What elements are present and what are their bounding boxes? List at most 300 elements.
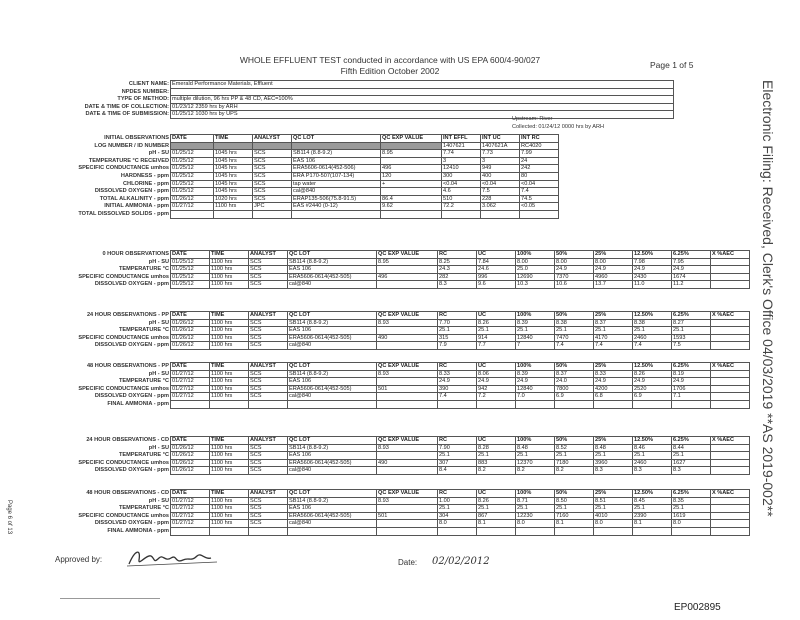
cell: 50%	[555, 251, 594, 259]
efiling-stamp	[752, 80, 782, 550]
cell: 8.38	[633, 319, 672, 327]
cell: 25.1	[477, 327, 516, 335]
cell: 8.35	[672, 497, 711, 505]
row-label: pH - SU	[148, 150, 169, 157]
table-row	[8, 180, 559, 188]
cell: 8.71	[516, 497, 555, 505]
side-page-note	[6, 500, 24, 570]
cell: SB114 (8.8-9.2)	[292, 150, 381, 158]
cell	[711, 327, 750, 335]
header-row	[8, 251, 750, 259]
cell: 7.4	[594, 342, 633, 350]
cell: 12690	[516, 273, 555, 281]
cell: 1100 hrs	[210, 452, 249, 460]
cell	[711, 378, 750, 386]
cell: 400	[481, 172, 520, 180]
cell: 12.50%	[633, 437, 672, 445]
cell: DATE	[171, 135, 214, 143]
table-row	[8, 165, 559, 173]
cell: 01/27/12	[171, 520, 210, 528]
cell: SCS	[249, 459, 288, 467]
cell: 25%	[594, 490, 633, 498]
bates-number: EP002895	[674, 602, 721, 613]
cell: 8.26	[477, 497, 516, 505]
cell: 8.33	[594, 370, 633, 378]
cell: 25.0	[516, 266, 555, 274]
cell: 8.46	[633, 444, 672, 452]
cell: +	[381, 180, 442, 188]
table-row	[8, 266, 750, 274]
cell: 1045 hrs	[214, 157, 253, 165]
observation-table	[8, 250, 750, 289]
cell: 01/26/12	[171, 467, 210, 475]
cell	[288, 400, 377, 408]
cell	[477, 400, 516, 408]
cell	[711, 459, 750, 467]
redacted-cell	[171, 142, 214, 150]
cell: 1045 hrs	[214, 165, 253, 173]
cell: RC	[438, 363, 477, 371]
cell: DATE	[171, 251, 210, 259]
cell: 8.48	[516, 444, 555, 452]
cell: 8.06	[477, 370, 516, 378]
cell: 996	[477, 273, 516, 281]
table-row	[8, 157, 559, 165]
cell: 25.1	[555, 327, 594, 335]
cell: 8.33	[438, 370, 477, 378]
cell: 6.25%	[672, 251, 711, 259]
table-row	[8, 319, 750, 327]
cell	[377, 520, 438, 528]
cell	[381, 210, 442, 218]
cell: 24.9	[438, 378, 477, 386]
cell	[210, 400, 249, 408]
cell: 7.74	[442, 150, 481, 158]
row-label: pH - SU	[148, 258, 169, 265]
upstream-line-1: Upstream: River	[512, 116, 553, 122]
cell: 12.50%	[633, 251, 672, 259]
cell: 1045 hrs	[214, 180, 253, 188]
table-row	[8, 520, 750, 528]
cell: 1045 hrs	[214, 172, 253, 180]
side-page-text: Page 6 of 13	[6, 500, 12, 535]
cell: 25.1	[672, 327, 711, 335]
cell	[477, 527, 516, 535]
cell: 50%	[555, 312, 594, 320]
cell: 9.6	[477, 281, 516, 289]
cell: 8.52	[555, 444, 594, 452]
row-label: FINAL AMMONIA - ppm	[107, 527, 169, 534]
cell: tap water	[292, 180, 381, 188]
cell: 8.1	[477, 520, 516, 528]
cell: QC EXP VALUE	[381, 135, 442, 143]
cell	[481, 210, 520, 218]
cell: ANALYST	[249, 363, 288, 371]
cell: EAS 106	[288, 266, 377, 274]
cell: 4.6	[442, 188, 481, 196]
cell: SCS	[249, 281, 288, 289]
cell: 01/25/12	[171, 281, 210, 289]
cell: 6.25%	[672, 490, 711, 498]
cell	[377, 327, 438, 335]
cell: 8.93	[377, 444, 438, 452]
cell	[711, 266, 750, 274]
cell: 24.9	[633, 266, 672, 274]
cell: 8.25	[438, 258, 477, 266]
cell: 7.4	[520, 188, 559, 196]
cell: QC EXP VALUE	[377, 363, 438, 371]
cell	[711, 334, 750, 342]
cell: 7.5	[672, 342, 711, 350]
cell	[672, 527, 711, 535]
cell: 8.00	[594, 258, 633, 266]
cell: 25.1	[555, 505, 594, 513]
table-row	[8, 378, 750, 386]
initial-observations-table	[8, 134, 559, 219]
cell: cal@840	[288, 520, 377, 528]
client-value: multiple dilution, 96 hrs PP & 48 CD, AEC=100%	[171, 96, 674, 104]
cell	[377, 281, 438, 289]
cell: 1100 hrs	[210, 467, 249, 475]
cell: 8.0	[672, 520, 711, 528]
table-row	[8, 467, 750, 475]
upstream-line-2: Collected: 01/24/12 0000 hrs by ARH	[512, 124, 605, 130]
cell: UC	[477, 312, 516, 320]
client-label: CLIENT NAME:	[128, 81, 169, 87]
cell: cal@840	[292, 188, 381, 196]
cell: cal@840	[288, 342, 377, 350]
cell: 01/25/12	[171, 258, 210, 266]
signature-image	[125, 546, 225, 570]
cell: 01/26/12	[171, 452, 210, 460]
cell: 4010	[594, 512, 633, 520]
cell	[711, 520, 750, 528]
row-label: pH - SU	[148, 497, 169, 504]
cell: cal@840	[288, 281, 377, 289]
cell: 8.51	[594, 497, 633, 505]
cell: TIME	[210, 312, 249, 320]
cell: 10.3	[516, 281, 555, 289]
cell: SCS	[253, 180, 292, 188]
cell	[711, 400, 750, 408]
cell: 1100 hrs	[210, 505, 249, 513]
cell: 8.95	[377, 258, 438, 266]
cell: 1100 hrs	[210, 520, 249, 528]
cell: 8.3	[633, 467, 672, 475]
cell: 25.1	[516, 452, 555, 460]
log-number-row	[8, 142, 559, 150]
cell: 1627	[672, 459, 711, 467]
date-label: Date:	[398, 558, 418, 567]
cell: 24.9	[555, 266, 594, 274]
cell	[249, 400, 288, 408]
cell: 24	[520, 157, 559, 165]
table-row	[8, 505, 750, 513]
cell: 7.0	[516, 393, 555, 401]
cell: 25.1	[438, 327, 477, 335]
cell	[711, 497, 750, 505]
cell: UC	[477, 363, 516, 371]
cell: 8.48	[594, 444, 633, 452]
row-label: CHLORINE - ppm	[123, 180, 169, 187]
cell: X %AEC	[711, 437, 750, 445]
cell: cal@840	[288, 393, 377, 401]
row-label: pH - SU	[148, 444, 169, 451]
cell: EAS #2440 (0-12)	[292, 203, 381, 211]
cell: 01/26/12	[171, 444, 210, 452]
cell: QC LOT	[288, 251, 377, 259]
header-row	[8, 437, 750, 445]
date-value: 02/02/2012	[432, 556, 490, 567]
cell: 01/27/12	[171, 505, 210, 513]
cell: 1100 hrs	[210, 444, 249, 452]
cell: 8.95	[381, 150, 442, 158]
cell: SCS	[253, 195, 292, 203]
cell: 1619	[672, 512, 711, 520]
cell: 8.28	[477, 444, 516, 452]
cell: 1706	[672, 385, 711, 393]
cell: 7	[516, 342, 555, 350]
cell: 25.1	[438, 452, 477, 460]
cell	[377, 505, 438, 513]
cell: DATE	[171, 312, 210, 320]
cell: UC	[477, 251, 516, 259]
cell: 8.3	[594, 467, 633, 475]
client-label: NPDES NUMBER:	[121, 88, 169, 95]
cell: 01/25/12	[171, 150, 214, 158]
cell: 01/25/12	[171, 180, 214, 188]
cell: QC LOT	[292, 135, 381, 143]
cell: 914	[477, 334, 516, 342]
cell: 01/25/12	[171, 188, 214, 196]
cell	[438, 527, 477, 535]
cell: 282	[438, 273, 477, 281]
upstream-note	[512, 115, 604, 131]
cell: 496	[381, 165, 442, 173]
cell: X %AEC	[711, 490, 750, 498]
header-row	[8, 135, 559, 143]
observation-table	[8, 311, 750, 350]
cell: 12840	[516, 385, 555, 393]
cell: 86.4	[381, 195, 442, 203]
cell: 1045 hrs	[214, 150, 253, 158]
cell: 7.1	[672, 393, 711, 401]
cell: 7.7	[477, 342, 516, 350]
cell: 1100 hrs	[210, 334, 249, 342]
cell: JPC	[253, 203, 292, 211]
cell: ANALYST	[249, 312, 288, 320]
cell: 6.8	[594, 393, 633, 401]
cell: 501	[377, 385, 438, 393]
cell	[377, 393, 438, 401]
cell: SCS	[249, 370, 288, 378]
cell: SCS	[249, 520, 288, 528]
cell: 6.9	[555, 393, 594, 401]
table-row	[8, 172, 559, 180]
cell: 8.37	[555, 370, 594, 378]
cell: SB114 (8.8-9.2)	[288, 444, 377, 452]
cell: 50%	[555, 363, 594, 371]
cell	[633, 527, 672, 535]
cell: 7.5	[481, 188, 520, 196]
cell	[377, 378, 438, 386]
observation-table	[8, 436, 750, 475]
cell: 11.2	[672, 281, 711, 289]
cell	[711, 393, 750, 401]
cell: 1100 hrs	[210, 266, 249, 274]
cell: 24.9	[594, 378, 633, 386]
cell: SCS	[253, 150, 292, 158]
client-value: 01/25/12 1030 hrs by UPS	[171, 111, 674, 119]
cell: SCS	[253, 165, 292, 173]
cell: 25%	[594, 437, 633, 445]
cell	[210, 527, 249, 535]
cell: 867	[477, 512, 516, 520]
cell	[711, 444, 750, 452]
cell: 24.9	[477, 378, 516, 386]
cell: 307	[438, 459, 477, 467]
cell	[249, 527, 288, 535]
row-label: TOTAL DISSOLVED SOLIDS - ppm	[78, 210, 169, 217]
client-row	[8, 103, 674, 111]
cell: 7.2	[477, 393, 516, 401]
table-row	[8, 281, 750, 289]
cell: 24.9	[633, 378, 672, 386]
row-label: pH - SU	[148, 319, 169, 326]
cell: 1045 hrs	[214, 188, 253, 196]
cell: 74.5	[520, 195, 559, 203]
cell: 8.3	[438, 281, 477, 289]
cell: <0.04	[442, 180, 481, 188]
cell: SCS	[249, 497, 288, 505]
cell	[711, 505, 750, 513]
row-label: SPECIFIC CONDUCTANCE umhos	[78, 273, 169, 280]
cell: 2460	[633, 459, 672, 467]
cell: 12.50%	[633, 490, 672, 498]
table-row	[8, 258, 750, 266]
table-row	[8, 393, 750, 401]
log-id-cell: 1407621	[442, 142, 481, 150]
cell: SCS	[249, 266, 288, 274]
table-row	[8, 195, 559, 203]
cell: 01/27/12	[171, 378, 210, 386]
row-label: 24 HOUR OBSERVATIONS - CD	[86, 437, 169, 443]
cell: SCS	[249, 334, 288, 342]
cell: 24.3	[438, 266, 477, 274]
cell: 7370	[555, 273, 594, 281]
cell: 8.1	[633, 520, 672, 528]
row-label: TEMPERATURE °C	[119, 452, 169, 459]
cell: SCS	[249, 385, 288, 393]
cell: 01/26/12	[171, 319, 210, 327]
cell: INT UC	[481, 135, 520, 143]
table-row	[8, 512, 750, 520]
cell	[520, 210, 559, 218]
cell: 13.7	[594, 281, 633, 289]
cell: 01/27/12	[171, 393, 210, 401]
cell: ERAP135-506(75.8-91.5)	[292, 195, 381, 203]
cell: SB114 (8.8-9.2)	[288, 370, 377, 378]
cell: SCS	[249, 342, 288, 350]
cell: 8.45	[633, 497, 672, 505]
cell	[253, 210, 292, 218]
cell: 501	[377, 512, 438, 520]
cell: 883	[477, 459, 516, 467]
cell: 25%	[594, 363, 633, 371]
cell: 25.1	[555, 452, 594, 460]
cell: 12.50%	[633, 312, 672, 320]
cell: SCS	[253, 172, 292, 180]
header-row	[8, 312, 750, 320]
cell: 8.93	[377, 370, 438, 378]
cell: 12370	[516, 459, 555, 467]
cell: 7470	[555, 334, 594, 342]
cell: ANALYST	[253, 135, 292, 143]
cell: QC EXP VALUE	[377, 490, 438, 498]
client-label: DATE & TIME OF SUBMISSION:	[85, 111, 169, 118]
cell: 25.1	[516, 327, 555, 335]
cell: 7.4	[438, 393, 477, 401]
cell: SCS	[249, 319, 288, 327]
cell	[594, 527, 633, 535]
cell: 12840	[516, 334, 555, 342]
cell: EAS 106	[288, 327, 377, 335]
cell: 8.37	[594, 319, 633, 327]
cell: UC	[477, 437, 516, 445]
row-label: TEMPERATURE °C	[119, 505, 169, 512]
cell: 7160	[555, 512, 594, 520]
cell: cal@840	[288, 467, 377, 475]
cell: 7.70	[438, 319, 477, 327]
cell: 7180	[555, 459, 594, 467]
cell: QC EXP VALUE	[377, 437, 438, 445]
cell: 01/27/12	[171, 203, 214, 211]
cell: 01/26/12	[171, 195, 214, 203]
row-label: SPECIFIC CONDUCTANCE umhos	[78, 334, 169, 341]
cell: 01/27/12	[171, 512, 210, 520]
cell: 25.1	[594, 505, 633, 513]
cell: SB114 (8.8-9.2)	[288, 497, 377, 505]
cell: 8.44	[672, 444, 711, 452]
cell: 7.95	[672, 258, 711, 266]
cell: 8.93	[377, 497, 438, 505]
cell: ERA5606-0614(452-505)	[288, 273, 377, 281]
cell: 25.1	[477, 452, 516, 460]
cell: 25.1	[594, 327, 633, 335]
cell: 50%	[555, 437, 594, 445]
row-label: DISSOLVED OXYGEN - ppm	[94, 520, 169, 527]
cell: 2390	[633, 512, 672, 520]
cell	[214, 210, 253, 218]
client-row	[8, 81, 674, 89]
table-row	[8, 527, 750, 535]
redacted-cell	[253, 142, 292, 150]
cell: 496	[377, 273, 438, 281]
observation-table	[8, 362, 750, 409]
cell: 949	[481, 165, 520, 173]
cell: 7.99	[520, 150, 559, 158]
cell: SCS	[249, 444, 288, 452]
cell: 1100 hrs	[210, 370, 249, 378]
cell	[711, 273, 750, 281]
cell: 8.0	[516, 520, 555, 528]
cell	[171, 210, 214, 218]
cell: TIME	[210, 363, 249, 371]
document-title	[200, 55, 580, 77]
cell: 10.6	[555, 281, 594, 289]
cell: ERA P170-507(107-134)	[292, 172, 381, 180]
cell: SCS	[249, 393, 288, 401]
